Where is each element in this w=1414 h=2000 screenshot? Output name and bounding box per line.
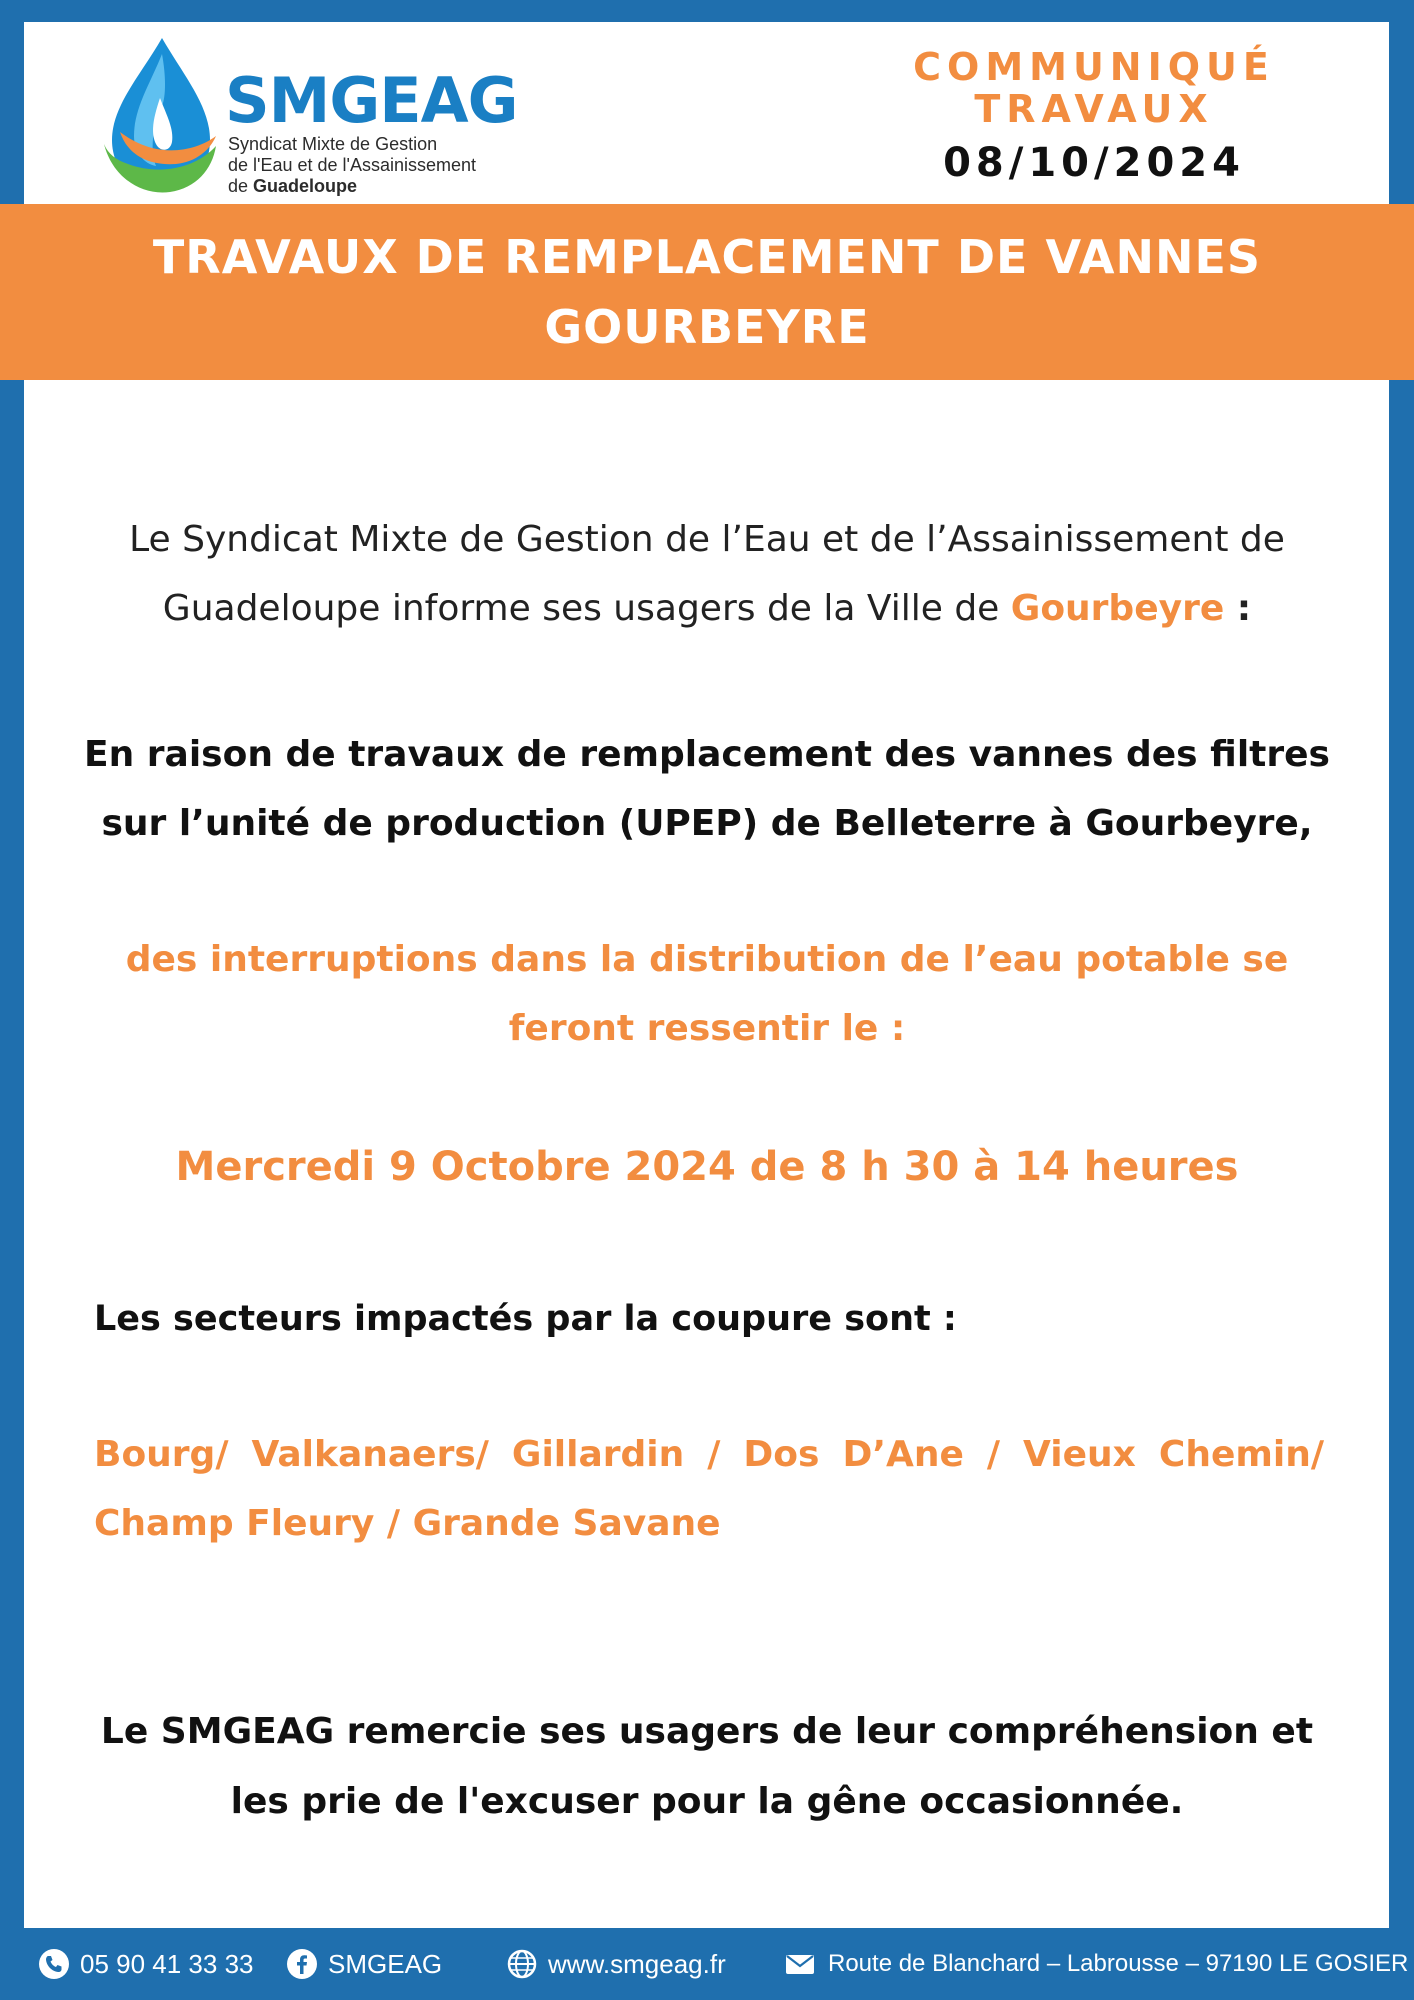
intro-text: Guadeloupe informe ses usagers de la Ville de — [162, 588, 1011, 629]
footer-facebook[interactable] — [286, 1948, 442, 1980]
schedule-text: Mercredi 9 Octobre 2024 de 8 h 30 à 14 heures — [175, 1144, 1239, 1190]
communique-title-line: TRAVAUX — [974, 87, 1214, 131]
interruption-paragraph — [0, 925, 1414, 1063]
phone-icon — [38, 1948, 70, 1980]
logo-subtitle-line: Syndicat Mixte de Gestion — [228, 134, 438, 154]
reason-line: sur l’unité de production (UPEP) de Belleterre à Gourbeyre, — [101, 803, 1313, 844]
communique-title — [884, 46, 1304, 130]
banner-line: TRAVAUX DE REMPLACEMENT DE VANNES — [152, 230, 1262, 284]
footer-phone[interactable] — [38, 1948, 254, 1980]
sectors-heading: Les secteurs impactés par la coupure sont : — [94, 1299, 957, 1339]
footer-phone-text: 05 90 41 33 33 — [80, 1948, 254, 1979]
intro-colon: : — [1224, 588, 1252, 629]
logo-subtitle-region: Guadeloupe — [253, 176, 358, 196]
intro-line: Le Syndicat Mixte de Gestion de l’Eau et de l’Assainissement de — [129, 519, 1285, 560]
communique-title-line: COMMUNIQUÉ — [913, 45, 1275, 89]
footer-address — [782, 1948, 1408, 1980]
sectors-line: Bourg/ Valkanaers/ Gillardin / Dos D’Ane / Vieux Chemin/ — [94, 1434, 1324, 1475]
mail-icon — [782, 1948, 818, 1980]
sectors-list — [94, 1420, 1324, 1558]
communique-header — [884, 46, 1304, 186]
footer-address-text: Route de Blanchard – Labrousse – 97190 LE GOSIER — [828, 1950, 1409, 1977]
facebook-icon — [286, 1948, 318, 1980]
thanks-paragraph — [0, 1697, 1414, 1837]
footer-website-text: www.smgeag.fr — [548, 1948, 726, 1979]
title-banner — [0, 204, 1414, 380]
sectors-line: Champ Fleury / Grande Savane — [94, 1503, 721, 1544]
thanks-line: Le SMGEAG remercie ses usagers de leur compréhension et — [100, 1711, 1314, 1752]
footer-facebook-text: SMGEAG — [328, 1948, 443, 1979]
town-name: Gourbeyre — [1010, 588, 1225, 629]
globe-icon — [506, 1948, 538, 1980]
thanks-line: les prie de l'excuser pour la gêne occasionnée. — [230, 1781, 1184, 1822]
logo-subtitle-line — [228, 176, 528, 197]
interruption-line: des interruptions dans la distribution de l’eau potable se — [125, 939, 1289, 980]
logo-subtitle-line: de l'Eau et de l'Assainissement — [228, 155, 477, 175]
banner-line: GOURBEYRE — [544, 300, 870, 354]
interruption-line: feront ressentir le : — [508, 1008, 906, 1049]
communique-date: 08/10/2024 — [943, 140, 1245, 186]
intro-paragraph — [0, 505, 1414, 643]
footer-website[interactable] — [506, 1948, 726, 1980]
reason-paragraph — [0, 720, 1414, 858]
intro-line — [0, 574, 1414, 643]
footer — [0, 1928, 1414, 2000]
logo-subtitle — [228, 134, 528, 197]
smgeag-logo — [100, 36, 530, 216]
reason-line: En raison de travaux de remplacement des vannes des filtres — [84, 734, 1330, 775]
water-drop-logo-icon — [100, 36, 218, 196]
logo-subtitle-prefix: de — [228, 176, 254, 196]
logo-name: SMGEAG — [225, 64, 518, 137]
